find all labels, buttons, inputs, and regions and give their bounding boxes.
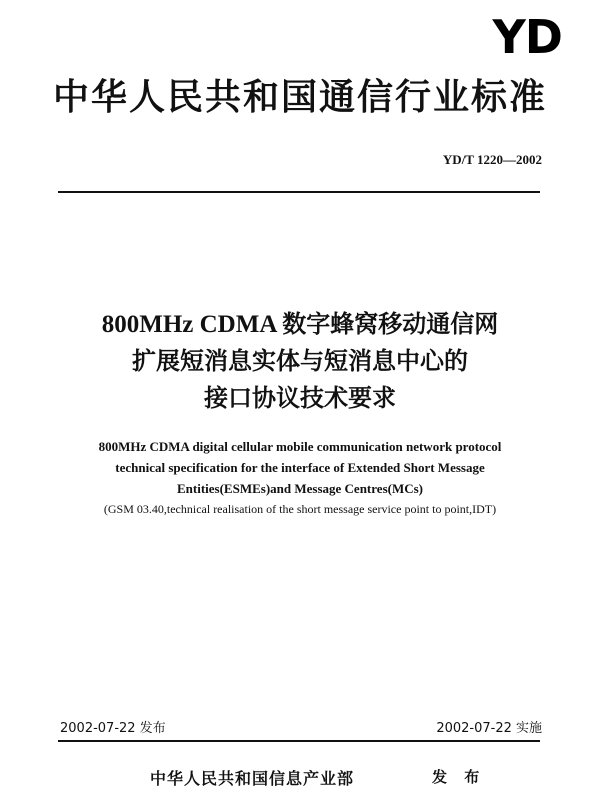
- standard-number: YD/T 1220—2002: [442, 152, 542, 167]
- title-en-reference: (GSM 03.40,technical realisation of the short message service point to point,IDT): [103, 502, 497, 516]
- title-en-line-3: Entities(ESMEs)and Message Centres(MCs): [176, 481, 424, 496]
- publisher-action: 发 布: [432, 768, 486, 786]
- title-en-line-1: 800MHz CDMA digital cellular mobile communication network protocol: [98, 439, 502, 454]
- header-title: 中华人民共和国通信行业标准: [52, 77, 547, 118]
- title-cn-line-2: 扩展短消息实体与短消息中心的: [132, 347, 468, 375]
- title-cn-line-3: 接口协议技术要求: [204, 384, 396, 412]
- title-cn-line-1: [0, 312, 600, 337]
- implement-date: 2002-07-22 实施: [436, 721, 542, 736]
- title-cn-line-1-prefix: 800MHz CDMA: [101, 311, 277, 338]
- standard-logo: YD: [492, 10, 562, 64]
- issue-date: 2002-07-22 发布: [60, 721, 166, 736]
- publisher-name: 中华人民共和国信息产业部: [150, 769, 355, 788]
- top-divider: [58, 191, 540, 193]
- bottom-divider: [58, 740, 540, 742]
- title-cn-line-1-rest: 数字蜂窝移动通信网: [282, 310, 499, 338]
- title-en-line-2: technical specification for the interface of Extended Short Message: [115, 460, 485, 475]
